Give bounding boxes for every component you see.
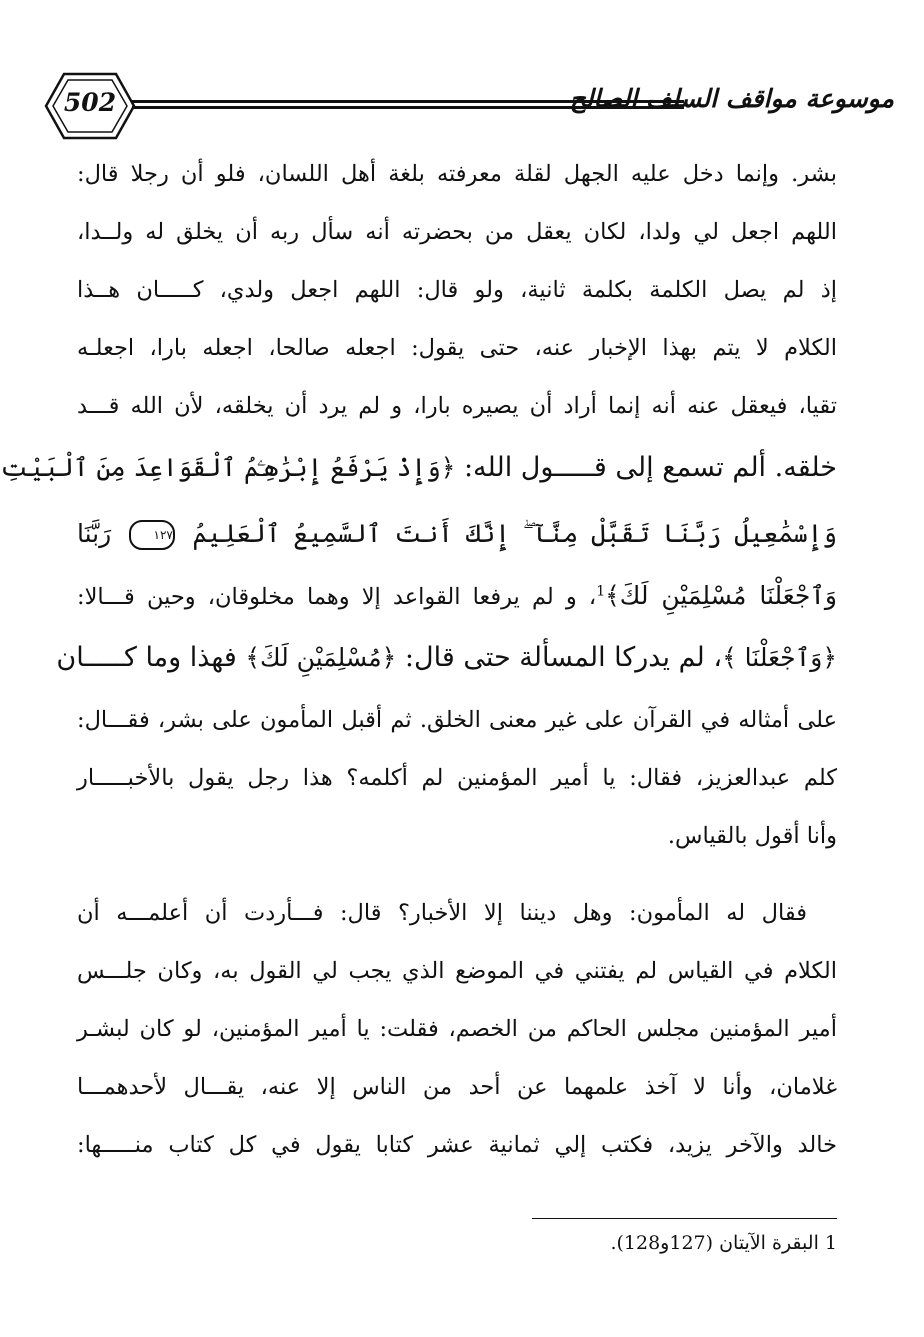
paragraph-2 xyxy=(77,884,837,1174)
footnote-number: 1 xyxy=(824,1232,837,1254)
footnote-separator xyxy=(532,1218,837,1219)
text-line: تقيا، فيعقل عنه أنه إنما أراد أن يصيره بارا، و لم يرد أن يخلقه، لأن الله قـــد xyxy=(77,393,837,419)
inline-text: ، لم يدركا المسألة حتى قال: xyxy=(396,642,723,673)
text-line: خالد والآخر يزيد، فكتب إلي ثمانية عشر كتابا يقول في كل كتاب منـــــها: xyxy=(77,1132,837,1158)
text-line: أمير المؤمنين مجلس الحاكم من الخصم، فقلت: يا أمير المؤمنين، لو كان لبشـر xyxy=(77,1016,837,1042)
text-line: بشر. وإنما دخل عليه الجهل لقلة معرفته بلغة أهل اللسان، فلو أن رجلا قال: xyxy=(77,161,837,187)
quran-verse: ﴿وَٱجْعَلْنَا ﴾ xyxy=(722,643,837,672)
text-line xyxy=(0,435,837,501)
text-line: فقال له المأمون: وهل ديننا إلا الأخبار؟ قال: فـــأردت أن أعلمـــه أن xyxy=(77,900,807,926)
page-number: 502 xyxy=(63,88,117,117)
quran-verse: ﴿وَإِذْ يَرْفَعُ إِبْرَٰهِـۧمُ ٱلْقَوَاعِدَ مِنَ ٱلْبَيْتِ xyxy=(0,453,456,482)
inline-text: خلقه. ألم تسمع إلى قـــــول الله: xyxy=(455,452,837,483)
page-header xyxy=(44,70,894,150)
book-title: موسوعة مواقف السلف الصالح xyxy=(569,84,894,113)
text-line: الكلام في القياس لم يفتني في الموضع الذي يجب لي القول به، وكان جلـــس xyxy=(77,958,837,984)
footnote-reference[interactable]: 1 xyxy=(596,583,606,600)
footnote-text: البقرة الآيتان (127و128). xyxy=(610,1232,819,1254)
footnote xyxy=(610,1232,837,1254)
text-line: اللهم اجعل لي ولدا، لكان يعقل من بحضرته أنه سأل ربه أن يخلق له ولــدا، xyxy=(77,219,837,245)
inline-text: ، و لم يرفعا القواعد إلا وهما مخلوقان، وحين قـــالا: xyxy=(77,584,597,610)
text-line: وأنا أقول بالقياس. xyxy=(667,823,837,849)
quran-verse: رَبَّنَا xyxy=(77,519,112,548)
text-line: كلم عبدالعزيز، فقال: يا أمير المؤمنين لم أكلمه؟ هذا رجل يقول بالأخبـــــار xyxy=(77,765,837,791)
text-line xyxy=(77,501,837,567)
quran-verse: وَإِسْمَٰعِيلُ رَبَّنَا تَقَبَّلْ مِنَّآ ۖ إِنَّكَ أَنتَ ٱلسَّمِيعُ ٱلْعَلِيمُ xyxy=(192,519,837,548)
quran-verse: وَٱجْعَلْنَا مُسْلِمَيْنِ لَكَ﴾ xyxy=(605,581,838,610)
page-number-badge xyxy=(44,70,136,142)
text-line xyxy=(77,567,837,625)
text-line xyxy=(56,625,837,691)
text-line: الكلام لا يتم بهذا الإخبار عنه، حتى يقول: اجعله صالحا، اجعله بارا، اجعلـه xyxy=(77,335,837,361)
text-line: على أمثاله في القرآن على غير معنى الخلق. ثم أقبل المأمون على بشر، فقـــال: xyxy=(77,707,837,733)
text-line: إذ لم يصل الكلمة بكلمة ثانية، ولو قال: اللهم اجعل ولدي، كـــــان هــذا xyxy=(77,277,837,303)
quran-verse: ﴿مُسْلِمَيْنِ لَكَ﴾ xyxy=(245,643,397,672)
text-line: غلامان، وأنا لا آخذ علمهما عن أحد من الناس إلا عنه، يقـــال لأحدهمـــا xyxy=(77,1074,837,1100)
paragraph-1 xyxy=(0,145,838,865)
inline-text: فهذا وما كـــــان xyxy=(56,642,246,673)
ayah-number-marker: ١٢٧ xyxy=(129,520,175,550)
